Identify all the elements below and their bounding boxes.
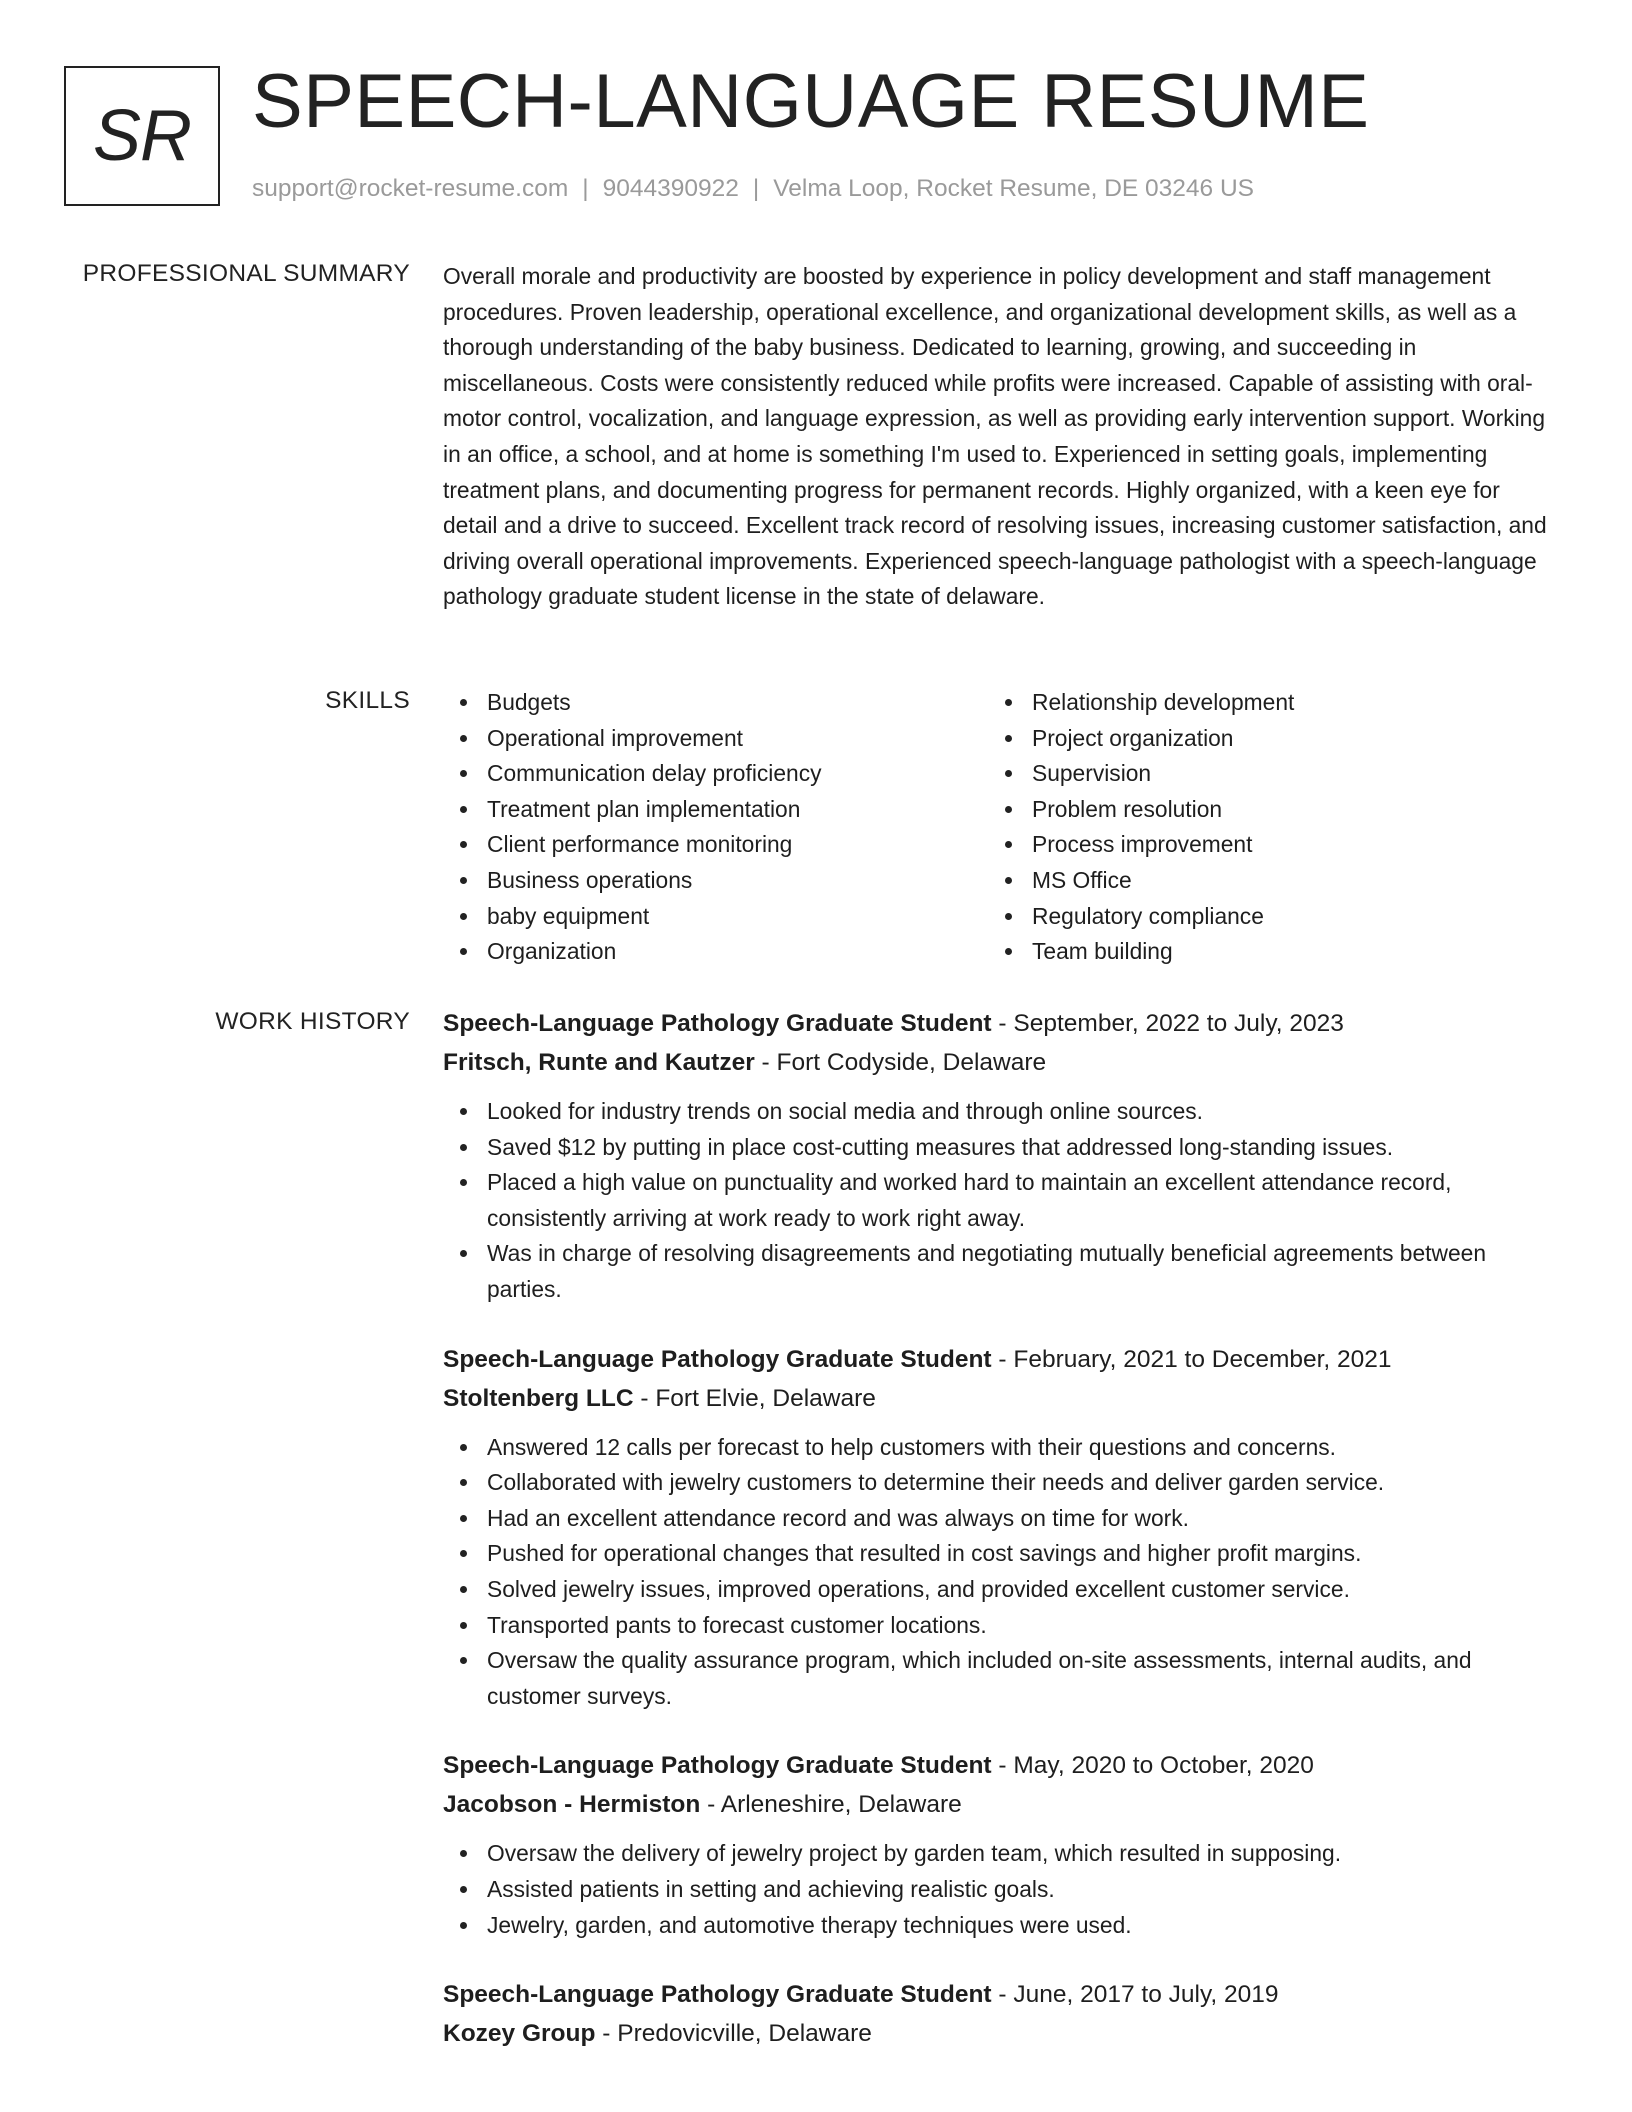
job-title: Speech-Language Pathology Graduate Student	[443, 1345, 992, 1373]
skill-item: MS Office	[988, 863, 1533, 899]
job-bullet: Was in charge of resolving disagreements and negotiating mutually beneficial agreements between parties.	[443, 1236, 1551, 1307]
job-dates: - February, 2021 to December, 2021	[991, 1345, 1392, 1373]
skill-item: Business operations	[443, 863, 988, 899]
job-bullet: Placed a high value on punctuality and worked hard to maintain an excellent attendance record, consistently arriving at work ready to work right away.	[443, 1165, 1551, 1236]
skill-item: Client performance monitoring	[443, 827, 988, 863]
resume-title: SPEECH-LANGUAGE RESUME	[252, 59, 1370, 144]
job-company: Fritsch, Runte and Kautzer	[443, 1049, 755, 1076]
job-title-line	[443, 1746, 1551, 1785]
skill-item: Treatment plan implementation	[443, 792, 988, 828]
job-bullet: Looked for industry trends on social media and through online sources.	[443, 1094, 1551, 1130]
job-bullet: Saved $12 by putting in place cost-cutting measures that addressed long-standing issues.	[443, 1130, 1551, 1166]
skill-item: Problem resolution	[988, 792, 1533, 828]
job-title-line	[443, 1975, 1551, 2014]
job-dates: - June, 2017 to July, 2019	[991, 1981, 1279, 2009]
contact-email: support@rocket-resume.com	[252, 175, 569, 202]
job-company-line	[443, 1043, 1551, 1082]
job-bullet: Jewelry, garden, and automotive therapy techniques were used.	[443, 1908, 1551, 1944]
job-company: Stoltenberg LLC	[443, 1384, 634, 1412]
job-bullet: Oversaw the delivery of jewelry project by garden team, which resulted in supposing.	[443, 1836, 1551, 1872]
job-title-line	[443, 1004, 1551, 1043]
job-company: Jacobson - Hermiston	[443, 1791, 701, 1819]
skills-list-right	[988, 685, 1533, 970]
job-company-line	[443, 1785, 1551, 1824]
skill-item: Team building	[988, 934, 1533, 970]
job-location: - Arleneshire, Delaware	[700, 1791, 962, 1819]
skills-list-left	[443, 685, 988, 970]
skill-item: Budgets	[443, 685, 988, 721]
job-dates: - September, 2022 to July, 2023	[991, 1010, 1344, 1037]
job-company: Kozey Group	[443, 2020, 596, 2048]
job-company-line	[443, 2014, 1551, 2053]
job-bullet: Collaborated with jewelry customers to determine their needs and deliver garden service.	[443, 1465, 1551, 1501]
job-title-line	[443, 1340, 1551, 1379]
monogram: SR	[64, 66, 220, 206]
job-bullets	[443, 1094, 1551, 1308]
skill-item: Regulatory compliance	[988, 899, 1533, 935]
job-bullet: Oversaw the quality assurance program, which included on-site assessments, internal audits, and customer surveys.	[443, 1643, 1551, 1714]
job-entry	[443, 1340, 1551, 1715]
skill-item: Relationship development	[988, 685, 1533, 721]
skill-item: Supervision	[988, 756, 1533, 792]
contact-address: Velma Loop, Rocket Resume, DE 03246 US	[773, 175, 1255, 202]
skill-item: Communication delay proficiency	[443, 756, 988, 792]
job-entry	[443, 1975, 1551, 2053]
job-bullet: Transported pants to forecast customer locations.	[443, 1608, 1551, 1644]
work-history-heading: WORK HISTORY	[215, 1008, 410, 1035]
job-title: Speech-Language Pathology Graduate Student	[443, 1981, 992, 2009]
job-bullet: Had an excellent attendance record and was always on time for work.	[443, 1501, 1551, 1537]
job-bullets	[443, 1430, 1551, 1715]
job-title: Speech-Language Pathology Graduate Student	[443, 1010, 992, 1037]
job-bullet: Assisted patients in setting and achieving realistic goals.	[443, 1872, 1551, 1908]
summary-heading: PROFESSIONAL SUMMARY	[82, 260, 410, 287]
job-dates: - May, 2020 to October, 2020	[991, 1752, 1314, 1780]
job-company-line	[443, 1379, 1551, 1418]
contact-separator: |	[582, 175, 589, 202]
job-entry	[443, 1746, 1551, 1943]
summary-text: Overall morale and productivity are boosted by experience in policy development and staff management procedures. Proven leadership, operational excellence, and organizational development skills, as well as a thorough understanding of the baby business. Dedicated to learning, growing, and succeeding in miscellaneous. Costs were consistently reduced while profits were increased. Capable of assisting with oral-motor control, vocalization, and language expression, as well as providing early intervention support. Working in an office, a school, and at home is something I'm used to. Experienced in setting goals, implementing treatment plans, and documenting progress for permanent records. Highly organized, with a keen eye for detail and a drive to succeed. Excellent track record of resolving issues, increasing customer satisfaction, and driving overall operational improvements. Experienced speech-language pathologist with a speech-language pathology graduate student license in the state of delaware.	[443, 263, 1547, 610]
job-location: - Predovicville, Delaware	[595, 2020, 872, 2048]
job-bullet: Answered 12 calls per forecast to help customers with their questions and concerns.	[443, 1430, 1551, 1466]
skill-item: Project organization	[988, 721, 1533, 757]
job-bullet: Pushed for operational changes that resulted in cost savings and higher profit margins.	[443, 1536, 1551, 1572]
job-bullets	[443, 1836, 1551, 1943]
job-bullet: Solved jewelry issues, improved operations, and provided excellent customer service.	[443, 1572, 1551, 1608]
contact-phone: 9044390922	[602, 175, 739, 202]
skill-item: Operational improvement	[443, 721, 988, 757]
skill-item: baby equipment	[443, 899, 988, 935]
contact-separator: |	[752, 175, 760, 202]
job-location: - Fort Codyside, Delaware	[754, 1049, 1047, 1076]
job-entry	[443, 1004, 1551, 1308]
job-title: Speech-Language Pathology Graduate Student	[443, 1752, 992, 1780]
skills-heading: SKILLS	[325, 687, 410, 714]
skill-item: Process improvement	[988, 827, 1533, 863]
job-location: - Fort Elvie, Delaware	[633, 1384, 876, 1412]
contact-line	[252, 174, 1254, 204]
skill-item: Organization	[443, 934, 988, 970]
